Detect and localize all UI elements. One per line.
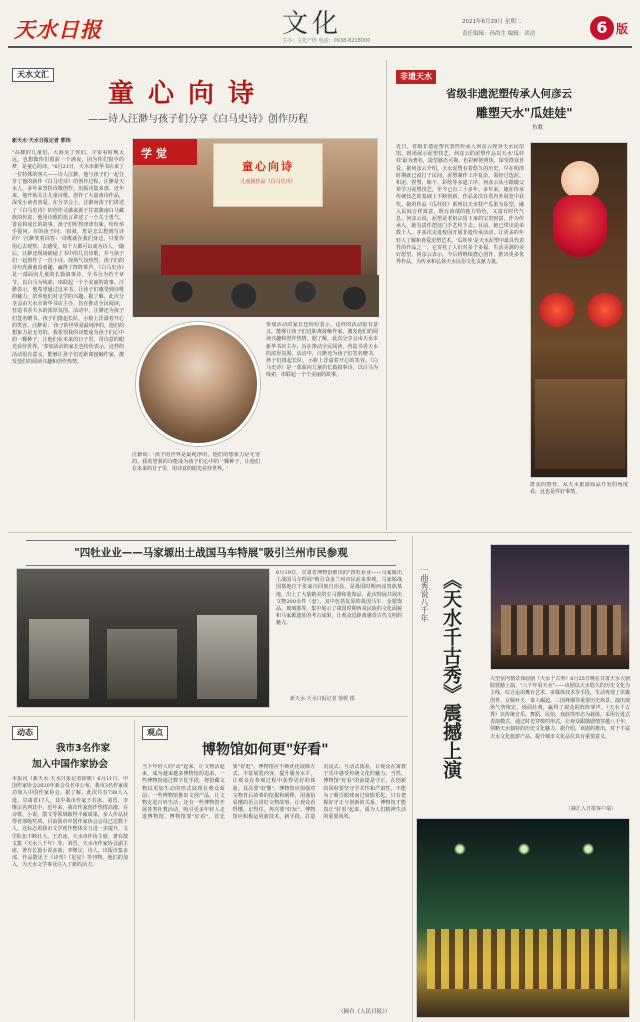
article1-body-col3: 参加活动的家长也纷纷表示，这样的活动很有意义，能够让孩子们近距离接触作家，激发他们的阅读兴趣和创作热情。据了解，此次分享会由天水市新华书店主办，旨在推动全民阅读，营造书香天水的浓厚氛围。活动中，汪渺还为孩子们签名赠书，孩子们排起长队，小脸上洋溢着开心的笑容。《白马史诗》是一部面向儿童的长篇叙事诗，以白马为线索，串联起一个个美丽的故事。 xyxy=(266,322,378,379)
section-title: 文化 xyxy=(282,9,343,39)
article-writers-association xyxy=(8,720,130,1020)
page-label: 版 xyxy=(616,22,629,36)
article2-caption: 群众的赞誉，从天水旅游商品开发的角度看，这也是件好事情。 xyxy=(530,482,628,496)
article1-circle-photo xyxy=(136,322,260,446)
newspaper-logo: 天水日报 xyxy=(14,17,102,42)
section-divider xyxy=(8,532,632,533)
section-divider xyxy=(8,716,408,717)
stage-performers xyxy=(501,605,621,655)
poster-subtitle: 儿童剧作品《白马史诗》 xyxy=(240,179,296,186)
clay-doll-head xyxy=(561,161,599,199)
display-shelf xyxy=(535,379,625,469)
article1-body-col2: 汪渺说：'孩子的世界是最纯净的，他们的想象力是无穷的。我希望我的诗能成为孩子们心中的一颗种子，让他们在未来的日子里，用诗意的眼光看待世界。' xyxy=(132,452,260,473)
article3-caption: 新天水·天水日报记者 徐媛 摄 xyxy=(290,696,355,702)
page-number-badge xyxy=(590,16,614,40)
article6-body: 大型室内情景体验剧《天水千古秀》6月25日晚在甘肃天水大剧院震撼上演。"八千年看天水"——该剧以天水悠久的历史文化为主线，综合运用舞台艺术、多媒体技术等手段，生动再现了伏羲创世、女娲补天、秦人崛起、三国烽烟等重要历史场景。演出现场气势恢宏，场面壮观，赢得了观众的阵阵掌声。《天水千古秀》以传统音乐、舞蹈、民俗、戏曲等形态为载体，采用行进式表演模式，通过时光穿梭的形式，让观众跟随剧情穿越八千年，领略天水独特的历史文化魅力。据介绍，该剧的推出，对于丰富天水文化旅游产品、提升城市文化品位具有重要意义。 xyxy=(490,676,630,740)
column-tag-label: 动态 xyxy=(17,728,33,737)
article2-title-line2: 雕塑天水"瓜娃娃" xyxy=(476,106,573,120)
article1-body-col1: "高楼的儿童们，大海见了你们，宇宙看时晚太远，也想做你们窗前一个满夜，因为你们窗中的梦，是童心的诗。"6月21日，天水市新华书店来了一位特殊的客人——诗人汪渺，他与孩子们一起分享了他的新作《白马史诗》的创作过程。汪渺是天水人，多年来坚持诗歌创作，出版诗集多部。近年来，他开始关注儿童诗歌，创作了大量童诗作品，深受小读者喜爱。在分享会上，汪渺向孩子们讲述了《白马史诗》的创作灵感来源于甘肃陇南白马藏族的传说，他用诗歌的语言讲述了一个关于勇气、善良和成长的故事。孩子们听得津津有味，纷纷举手提问。有的孩子问：'叔叔，您是怎么想到写诗的？'汪渺笑着回答：'诗歌就在我们身边，只要你用心去观察、去感受，每个人都可以成为诗人。'随后，汪渺还现场朗诵了书中的几首诗歌，并与孩子们一起创作了一首小诗。现场气氛热烈，孩子们的诗句充满童真童趣，赢得了阵阵掌声。《白马史诗》是一部面向儿童的长篇叙事诗，全书分为若干章节，以白马为线索，串联起一个个美丽的故事。汪渺表示，他希望通过这本书，让孩子们感受到诗歌的魅力，培养他们对文学的兴趣。据了解，此次分享会由天水市新华书店主办，旨在推动全民阅读，营造书香天水的浓厚氛围。活动中，汪渺还为孩子们签名赠书，孩子们排起长队，小脸上洋溢着开心的笑容。汪渺说：'孩子的世界是最纯净的，他们的想象力是无穷的。我希望我的诗能成为孩子们心中的一颗种子，让他们在未来的日子里，用诗意的眼光看待世界。'参加活动的家长也纷纷表示，这样的活动很有意义，能够让孩子们近距离接触作家，激发他们的阅读兴趣和创作热情。 xyxy=(12,150,124,365)
article-museum-opinion xyxy=(138,720,410,1020)
article2-photo-collage xyxy=(530,142,628,478)
column-divider xyxy=(386,60,387,530)
display-case xyxy=(197,615,257,699)
red-lantern xyxy=(587,293,623,327)
date-line: 2021年6月29日 星期二 xyxy=(462,19,522,25)
audience-silhouettes xyxy=(133,275,379,317)
article6-photo-top xyxy=(490,544,630,670)
masthead xyxy=(0,0,640,56)
article5-title: 博物馆如何更"好看" xyxy=(202,742,329,758)
display-case xyxy=(107,629,177,699)
column-tag-label: 天水文汇 xyxy=(17,70,49,79)
column-tag-dongtai xyxy=(12,726,38,740)
article4-title-line1: 我市3名作家 xyxy=(56,743,111,754)
editors-line: 责任编辑：孙尚生 编辑：谈浪 xyxy=(462,31,536,37)
article1-byline: 新天水·天水日报记者 郭玮 xyxy=(12,138,71,144)
masthead-rule xyxy=(8,46,632,48)
page-number: 6 xyxy=(596,18,608,37)
article4-body: 本报讯（新天水·天水日报记者徐媛）6月11日，中国作家协会2020年新会员名单公布，我市3名作家成功加入中国作家协会。据了解，此次共有738人入选，甘肃省17人，其中我市作家王若冰、刘晋、李继宗名列其中。近年来，我市作家创作热情高涨，在诗歌、小说、散文等领域取得丰硕成果，多人作品获得省部级奖项。目前我市中国作家协会会员已达数十人。这标志着我市文学创作整体实力进一步提升，文学队伍不断壮大。王若冰，天水市作协主席，著有散文集《天水八千年》等；刘晋，天水市作家协会副主席，著有长篇小说多部；李继宗，诗人，出版诗集多部，作品散见于《诗刊》《星星》等刊物。他们的加入，为天水文学事业注入了新的活力。 xyxy=(12,776,128,869)
article1-main-photo xyxy=(132,138,378,316)
article2-byline: 鱼歌 xyxy=(532,125,544,131)
article3-body: 6月19日，甘肃省博物馆推出的"四牡业业——马家塬出土战国马车特展"吸引众多兰州市民前来参观。马家塬战国墓地位于张家川回族自治县，是战国时期西戎贵族墓地，出土了大量精美的车马器和装饰品。此次特展共展出文物200余件（套），其中包括复原的战国马车、金银饰品、玻璃器等，集中展示了战国时期西戎民族的文化面貌和马家塬遗址的考古成果，让观众近距离感受古代文明的魅力。 xyxy=(276,570,402,627)
article-clay-sculpture xyxy=(392,60,632,530)
display-case xyxy=(29,619,89,699)
table-cloth xyxy=(161,245,361,275)
banner-red xyxy=(133,139,197,165)
article-drama-show xyxy=(416,536,632,1022)
red-lantern xyxy=(539,293,575,327)
article1-title: 童心向诗 xyxy=(108,79,269,109)
article2-title-line1: 省级非遗泥塑传承人何彦云 xyxy=(446,88,572,100)
article2-body: 近日，省级非遗泥塑代表性传承人何彦云现身天水民俗馆，现场展示泥塑技艺。何彦云的泥塑作品以天水'瓜娃娃'最为著名，造型憨态可掬，色彩鲜艳明快，深受群众喜爱。据何彦云介绍，天水泥塑有着悠久的历史，早在明清时期就已流行于民间。泥塑制作工序复杂，需经过选泥、和泥、捏塑、晾干、彩绘等多道工序。何彦云从小跟随父辈学习泥塑技艺，至今已有三十多年。多年来，她在传承传统技艺的基础上不断创新，作品多次在省内外展览中获奖。她的作品《瓜娃娃》系列以天水特产瓜果为原型，融入民间吉祥寓意，既有浓郁的地方特色，又富有时代气息。何彦云说，泥塑是老祖宗留下来的宝贵财富，作为传承人，她有责任把这门手艺传下去。目前，她已带出徒弟数十人，并多次走进校园开展非遗传承活动，让更多的年轻人了解和喜爱泥塑艺术。'瓜娃娃'是天水泥塑中最具代表性的作品之一，它寄托了人们对多子多福、生活美满的美好愿望。何彦云表示，今后将继续潜心创作，推出更多优秀作品，为传承和弘扬天水民俗文化贡献力量。 xyxy=(396,144,524,266)
column-tag-label: 非遗天水 xyxy=(400,72,432,81)
article-children-poetry xyxy=(8,60,380,530)
article4-title-line2: 加入中国作家协会 xyxy=(32,759,109,770)
article5-body: 当下年轻人的"动"起来，让文物活起来，成为越来越多博物馆的追求。一些博物馆通过数字化手段，将馆藏文物以更加生动的形式展现在观众面前；一些博物馆推出文创产品，让文物走进百姓生活；还有一些博物馆开展各类社教活动，吸引更多年轻人走进博物馆。博物馆要"好看"，首先要"好逛"。博物馆应不断优化展陈方式，丰富展览内容，提升服务水平，让观众在参观过程中获得更好的体验。其次要"好懂"。博物馆应加强对文物背后故事的挖掘和阐释，用通俗易懂的语言讲好文物故事，让观众看得懂、记得住。再次要"好玩"。博物馆应积极运用新技术、新手段，打造沉浸式、互动式体验，让观众在寓教于乐中感受传统文化的魅力。当然，博物馆"好看"的前提是守正，在创新的同时要坚守学术性和严肃性，不能为了吸引眼球而过度娱乐化。只有把握好守正与创新的关系，博物馆才能真正"好看"起来，成为人们精神生活的重要场所。 xyxy=(142,764,406,821)
column-divider xyxy=(134,720,135,1020)
article3-photo xyxy=(16,568,270,708)
poster-title: 童心向诗 xyxy=(242,160,294,173)
column-divider xyxy=(412,536,413,1022)
article1-subtitle: ——诗人汪渺与孩子们分享《白马史诗》创作历程 xyxy=(88,114,308,125)
stage-lights xyxy=(417,829,631,869)
column-tag-feiyi xyxy=(396,70,436,84)
article-chariot-exhibition xyxy=(8,536,408,712)
stage-dancers xyxy=(427,929,621,989)
article6-caption: （摘汇入日报客户端） xyxy=(566,806,617,812)
column-tag-guandian xyxy=(142,726,168,740)
article6-photo-bottom xyxy=(416,818,630,1018)
section-subline: 主办：文化产经 电话：0938-8218000 xyxy=(282,38,371,44)
column-tag-label: 观点 xyxy=(147,728,163,737)
article6-title: 《天水千古秀》震撼上演 xyxy=(440,570,462,779)
article3-title: "四牡业业——马家塬出土战国马车特展"吸引兰州市民参观 xyxy=(26,540,396,566)
article5-source: （摘自《人民日报》） xyxy=(338,1009,391,1015)
column-tag-tianshui-wenhui xyxy=(12,68,54,82)
banner-text: 学 觉 xyxy=(141,147,167,160)
stage-poster xyxy=(213,143,323,207)
clay-doll-body xyxy=(553,195,607,257)
article6-vertical-subtitle: 一曲秀说八千年 xyxy=(420,566,429,622)
